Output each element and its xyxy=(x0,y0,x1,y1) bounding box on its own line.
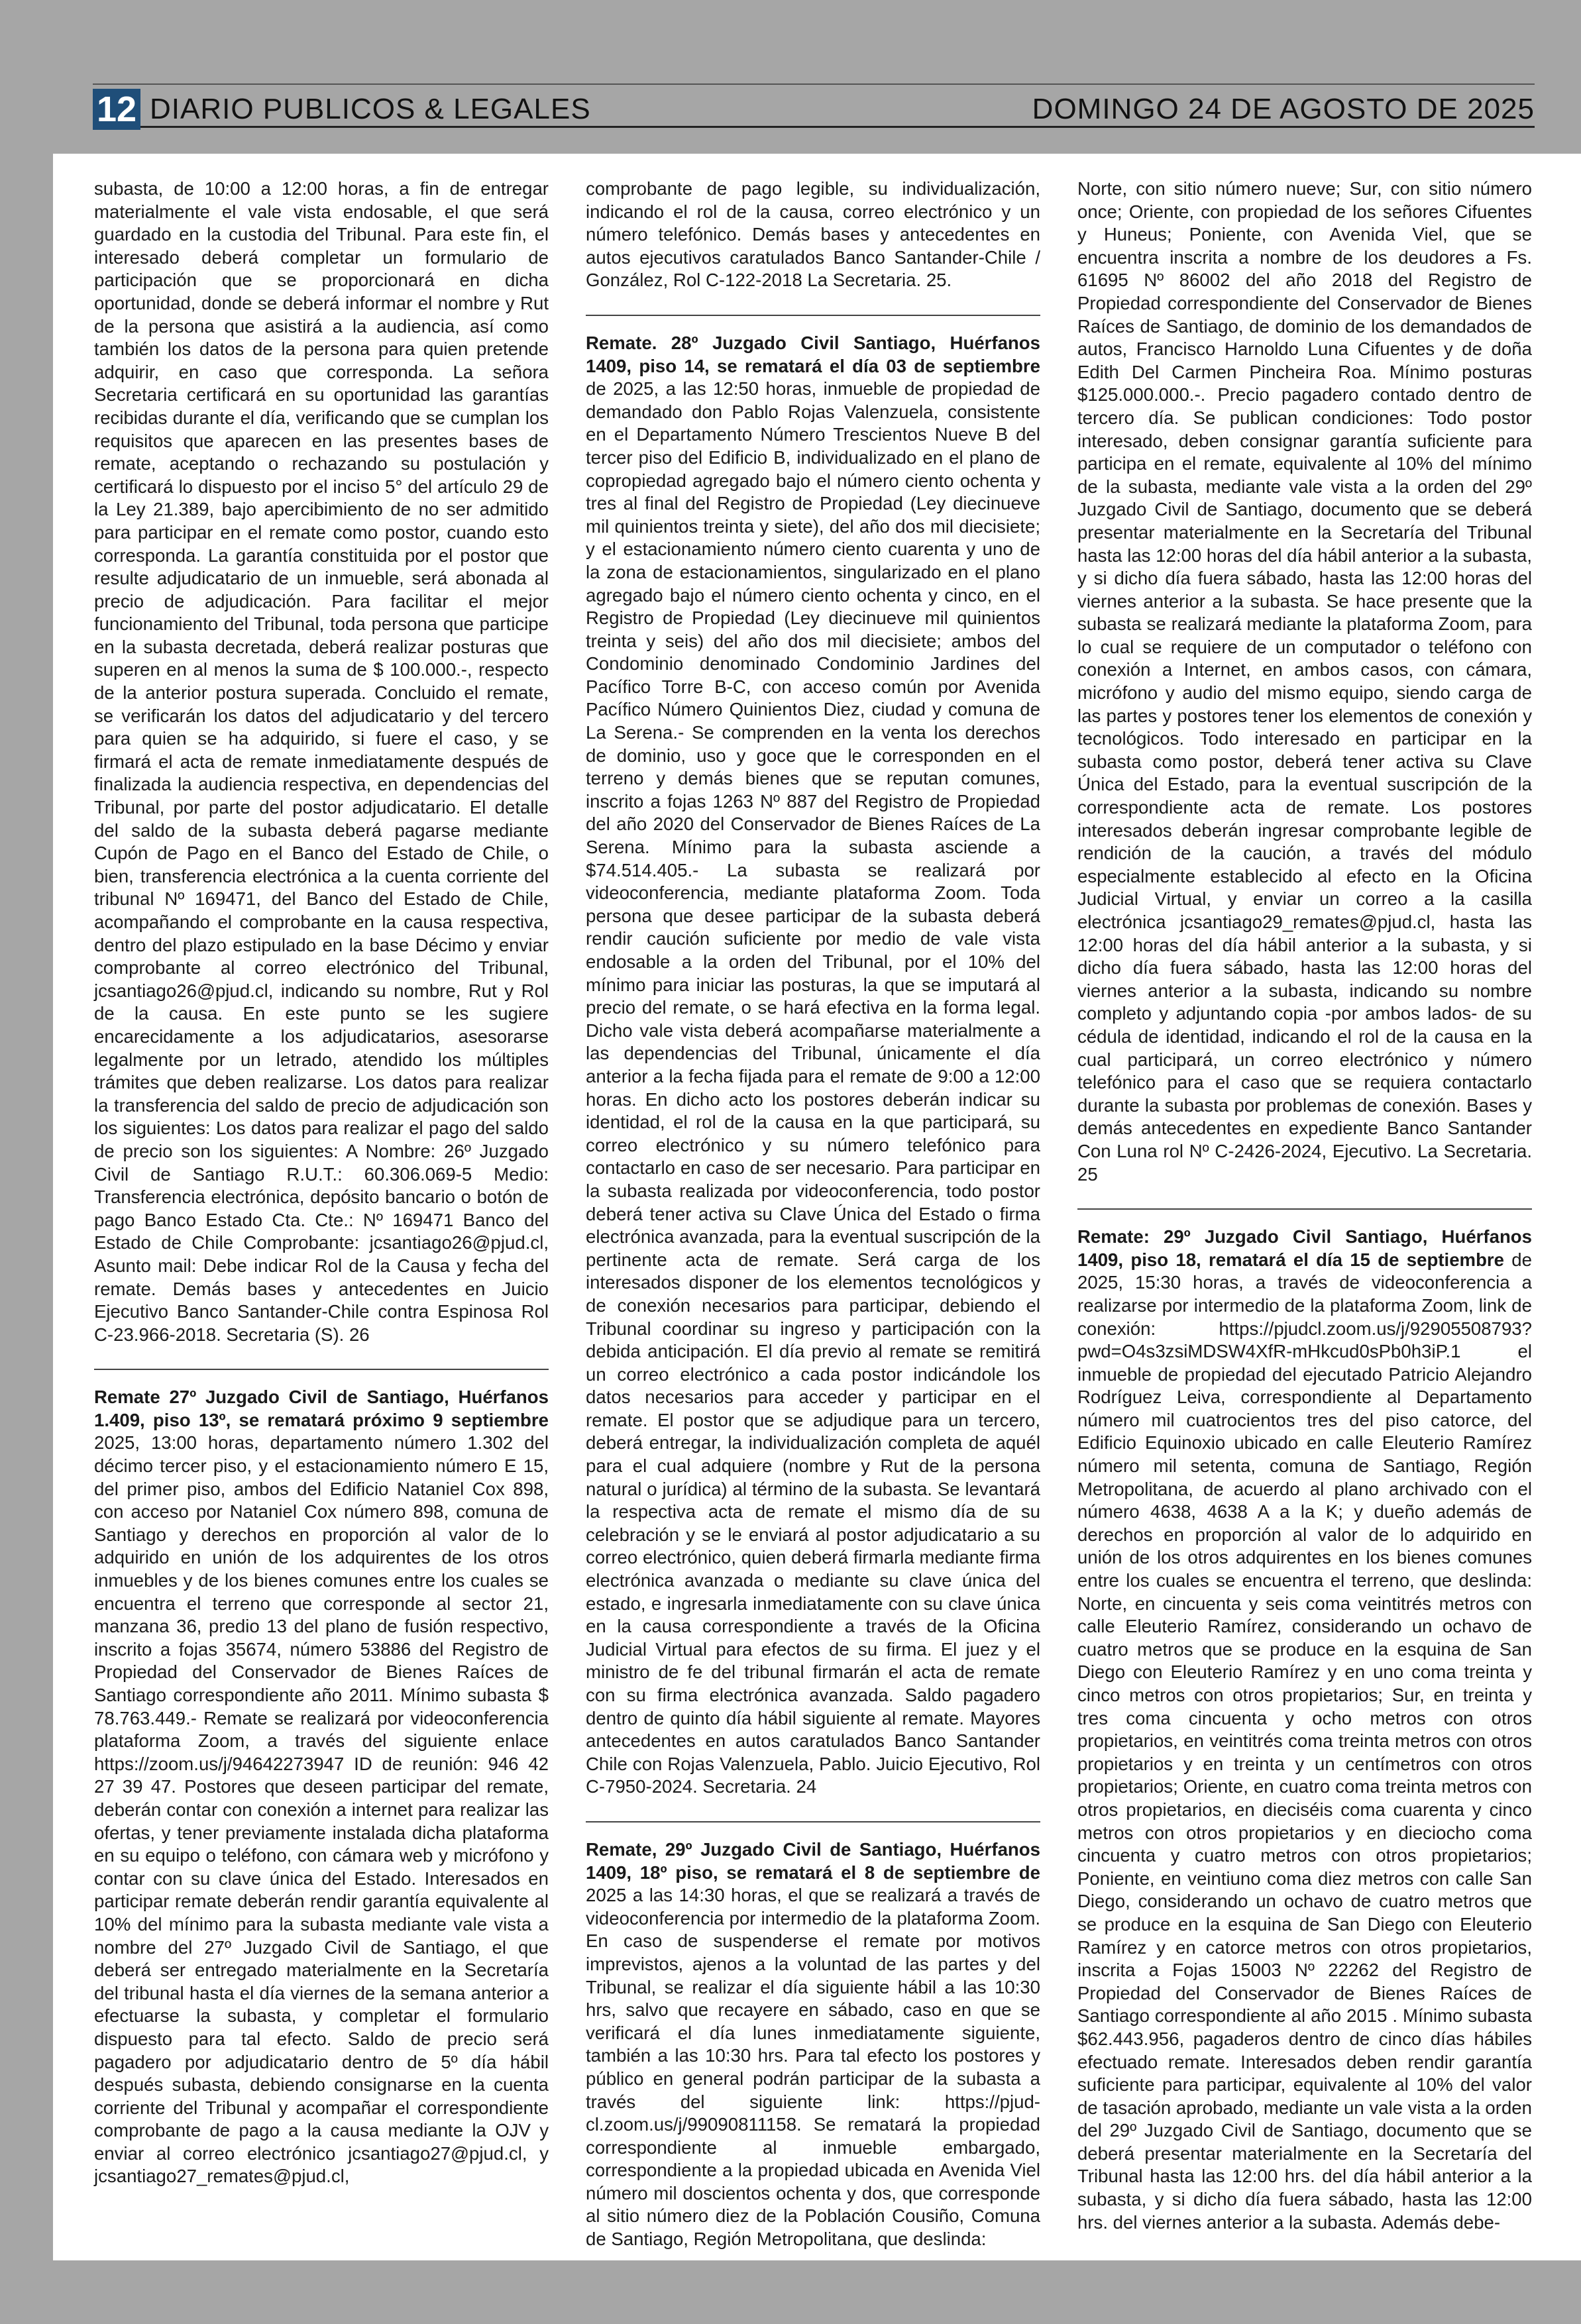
notice-heading: Remate: 29º Juzgado Civil Santiago, Huérfanos 1409, piso 18, rematará el día 15 de septiembre xyxy=(1077,1226,1532,1270)
notice-divider xyxy=(1077,1208,1532,1210)
notice-heading: Remate, 29º Juzgado Civil de Santiago, Huérfanos 1409, 18º piso, se rematará el 8 de septiembre de xyxy=(586,1838,1040,1883)
notice-heading: Remate 27º Juzgado Civil de Santiago, Huérfanos 1.409, piso 13º, se rematará próximo 9 septiembre xyxy=(94,1387,549,1430)
notice-heading: Remate. 28º Juzgado Civil Santiago, Huérfanos 1409, piso 14, se rematará el día 03 de septiembre xyxy=(586,332,1040,376)
column-3 xyxy=(1077,178,1532,2256)
notice-divider xyxy=(586,315,1040,316)
notice-remate-29b xyxy=(1077,1226,1532,2234)
notice-remate-29a xyxy=(586,1838,1040,2251)
notice-continuation: subasta, de 10:00 a 12:00 horas, a fin de entregar materialmente el vale vista endosable, el que será guardado en la custodia del Tribunal. Para este fin, el interesado deberá completar un formulario de participación que se proporcionará en dicha oportunidad, donde se deberá informar el nombre y Rut de la persona que asistirá a la audiencia, así como también los datos de la persona para quien pretende adquirir, en caso que corresponda. La señora Secretaria certificará en su oportunidad las garantías recibidas durante el día, verificando que se cumplan los requisitos que aparecen en las presentes bases de remate, aceptando o rechazando su postulación y certificará lo dispuesto por el inciso 5° del artículo 29 de la Ley 21.389, bajo apercibimiento de no ser admitido para participar en el remate como postor, cuando esto corresponda. La garantía constituida por el postor que resulte adjudicatario de un inmueble, será abonada al precio de adjudicación. Para facilitar el mejor funcionamiento del Tribunal, toda persona que participe en la subasta decretada, deberá realizar posturas que superen en al menos la suma de $ 100.000.-, respecto de la anterior postura superada. Concluido el remate, se verificarán los datos del adjudicatario y del tercero para quien se ha adquirido, si fuere el caso, y se firmará el acta de remate inmediatamente después de finalizada la audiencia respectiva, en dependencias del Tribunal, por parte del postor adjudicatario. El detalle del saldo de la subasta deberá pagarse mediante Cupón de Pago en el Banco del Estado de Chile, o bien, transferencia electrónica a la cuenta corriente del tribunal Nº 169471, del Banco del Estado de Chile, acompañando el comprobante en la causa respectiva, dentro del plazo estipulado en la base Décimo y enviar comprobante al correo electrónico del Tribunal, jcsantiago26@pjud.cl, indicando su nombre, Rut y Rol de la causa. En este punto se les sugiere encarecidamente a los adjudicatarios, asesorarse legalmente por un letrado, atendido los múltiples trámites que deben realizarse. Los datos para realizar la transferencia del saldo de precio de adjudicación son los siguientes: Los datos para realizar el pago del saldo de precio son los siguientes: A Nombre: 26º Juzgado Civil de Santiago R.U.T.: 60.306.069-5 Medio: Transferencia electrónica, depósito bancario o botón de pago Banco Estado Cta. Cte.: Nº 169471 Banco del Estado de Chile Comprobante: jcsantiago26@pjud.cl, Asunto mail: Debe indicar Rol de la Causa y fecha del remate. Demás bases y antecedentes en Juicio Ejecutivo Banco Santander-Chile contra Espinosa Rol C-23.966-2018. Secretaria (S). 26 xyxy=(94,178,549,1345)
notice-continuation: Norte, con sitio número nueve; Sur, con sitio número once; Oriente, con propiedad de los señores Cifuentes y Huneus; Poniente, con Avenida Viel, que se encuentra inscrita a nombre de los deudores a Fs. 61695 Nº 86002 del año 2018 del Registro de Propiedad correspondiente del Conservador de Bienes Raíces de Santiago, de dominio de los demandados de autos, Francisco Harnoldo Luna Cifuentes y de doña Edith Del Carmen Pincheira Roa. Mínimo posturas $125.000.000.-. Precio pagadero contado dentro de tercero día. Se publican condiciones: Todo postor interesado, deben consignar garantía suficiente para participa en el remate, equivalente al 10% del mínimo de la subasta, mediante vale vista a la orden del 29º Juzgado Civil de Santiago, documento que se deberá presentar materialmente en la Secretaría del Tribunal hasta las 12:00 horas del día hábil anterior a la subasta, y si dicho día fuera sábado, hasta las 12:00 horas del viernes anterior a la subasta. Se hace presente que la subasta se realizará mediante la plataforma Zoom, para lo cual se requiere de un computador o teléfono con conexión a Internet, en ambos casos, con cámara, micrófono y audio del mismo equipo, siendo carga de las partes y postores tener los elementos de conexión y tecnológicos. Todo interesado en participar en la subasta como postor, deberá tener activa su Clave Única del Estado, para la eventual suscripción de la correspondiente acta de remate. Los postores interesados deberán ingresar comprobante legible de rendición de la caución, a través del módulo especialmente establecido al efecto en la Oficina Judicial Virtual, y enviar un correo a la casilla electrónica jcsantiago29_remates@pjud.cl, hasta las 12:00 horas del día hábil anterior a la subasta, y si dicho día fuera sábado, hasta las 12:00 horas del viernes anterior a la subasta, indicando su nombre completo y adjuntando copia -por ambos lados- de su cédula de identidad, indicando el rol de la causa en la cual participará, un correo electrónico y número telefónico para el caso que se requiera contactarlo durante la subasta por problemas de conexión. Bases y demás antecedentes en expediente Banco Santander Con Luna rol Nº C-2426-2024, Ejecutivo. La Secretaria. 25 xyxy=(1077,178,1532,1185)
newspaper-name: DIARIO PUBLICOS & LEGALES xyxy=(150,93,591,125)
notice-remate-28 xyxy=(586,332,1040,1799)
notice-body: 2025 a las 14:30 horas, el que se realizará a través de videoconferencia por intermedio de la plataforma Zoom. En caso de suspenderse el remate por motivos imprevistos, ajenos a la voluntad de las partes y del Tribunal, se realizar el día siguiente hábil a las 10:30 hrs, salvo que recayere en sábado, caso en que se verificará el día lunes inmediatamente siguiente, también a las 10:30 hrs. Para tal efecto los postores y público en general podrán participar de la subasta a través del siguiente link: https://pjud-cl.zoom.us/j/99090811158. Se rematará la propiedad correspondiente al inmueble embargado, correspondiente a la propiedad ubicada en Avenida Viel número mil doscientos ochenta y dos, que corresponde al sitio número diez de la Población Cousiño, Comuna de Santiago, Región Metropolitana, que deslinda: xyxy=(586,1885,1040,2250)
page-number: 12 xyxy=(93,89,140,130)
notice-divider xyxy=(586,1821,1040,1822)
issue-date: DOMINGO 24 DE AGOSTO DE 2025 xyxy=(1032,93,1535,125)
column-2 xyxy=(586,178,1040,2274)
notice-body: de 2025, 15:30 horas, a través de videoconferencia a realizarse por intermedio de la plataforma Zoom, link de conexión: https://pjudcl.zoom.us/j/92905508793?pwd=O4s3zsiMDSW4XfR-mHkcud0sPb0h3iP.1 el inmueble de propiedad del ejecutado Patricio Alejandro Rodríguez Leiva, correspondiente al Departamento número mil cuatrocientos tres del piso catorce, del Edificio Equinoxio ubicado en calle Eleuterio Ramírez número mil setenta, comuna de Santiago, Región Metropolitana, de acuerdo al plano archivado con el número 4638, 4638 A a la K; y dueño además de derechos en proporción al valor de lo adquirido en unión de los otros adquirentes en los bienes comunes entre los cuales se encuentra el terreno, que deslinda: Norte, en cincuenta y seis coma veintitrés metros con calle Eleuterio Ramírez, considerando un ochavo de cuatro metros que se produce en la esquina de San Diego con Eleuterio Ramírez y en uno coma treinta y cinco metros con otros propietarios; Sur, en treinta y tres coma cincuenta y ocho metros con otros propietarios, en veintitrés coma treinta metros con otros propietarios y en treinta y un centímetros con otros propietarios; Oriente, en cuatro coma treinta metros con otros propietarios, en dieciséis coma cuarenta y cinco metros con otros propietarios y en dieciocho coma cincuenta y cuatro metros con otros propietarios; Poniente, en veintiuno coma diez metros con calle San Diego, considerando un ochavo de cuatro metros que se produce en la esquina de San Diego con Eleuterio Ramírez y en catorce metros con otros propietarios, inscrita a Fojas 15003 Nº 22262 del Registro de Propiedad del Conservador de Bienes Raíces de Santiago correspondiente al año 2015 . Mínimo subasta $62.443.956, pagaderos dentro de cinco días hábiles efectuado remate. Interesados deben rendir garantía suficiente para participar, equivalente al 10% del valor de tasación aprobado, mediante un vale vista a la orden del 29º Juzgado Civil de Santiago, documento que se deberá presentar materialmente en la Secretaría del Tribunal hasta las 12:00 hrs. del día hábil anterior a la subasta, y si dicho día fuera sábado, hasta las 12:00 hrs. del viernes anterior a la subasta. Además debe- xyxy=(1077,1249,1532,2233)
page-header xyxy=(93,85,1535,128)
notice-remate-27 xyxy=(94,1386,549,2188)
notice-body: 2025, 13:00 horas, departamento número 1.302 del décimo tercer piso, y el estacionamiento número E 15, del primer piso, ambos del Edificio Nataniel Cox 898, con acceso por Nataniel Cox número 898, comuna de Santiago y derechos en proporción al valor de lo adquirido en unión de los adquirentes de los otros inmuebles y de los bienes comunes entre los cuales se encuentra el terreno que corresponde al sector 21, manzana 36, predio 13 del plano de fusión respectivo, inscrito a fojas 35674, número 53886 del Registro de Propiedad del Conservador de Bienes Raíces de Santiago correspondiente año 2011. Mínimo subasta $ 78.763.449.- Remate se realizará por videoconferencia plataforma Zoom, a través del siguiente enlace https://zoom.us/j/94642273947 ID de reunión: 946 42 27 39 47. Postores que deseen participar del remate, deberán contar con conexión a internet para realizar las ofertas, y tener previamente instalada dicha plataforma en su equipo o teléfono, con cámara web y micrófono y contar con su clave única del Estado. Interesados en participar remate deberán rendir garantía equivalente al 10% del mínimo para la subasta mediante vale vista a nombre del 27º Juzgado Civil de Santiago, el que deberá ser entregado materialmente en la Secretaría del tribunal hasta el día viernes de la semana anterior a efectuarse la subasta, y completar el formulario dispuesto para tal efecto. Saldo de precio será pagadero por adjudicatario dentro de 5º día hábil después subasta, debiendo consignarse en la cuenta corriente del Tribunal y acompañar el correspondiente comprobante de pago a la causa mediante la OJV y enviar al correo electrónico jcsantiago27@pjud.cl, y jcsantiago27_remates@pjud.cl, xyxy=(94,1432,549,2187)
notice-body: de 2025, a las 12:50 horas, inmueble de propiedad de demandado don Pablo Rojas Valenzuela, consistente en el Departamento Número Trescientos Nueve B del tercer piso del Edificio B, individualizado en el plano de copropiedad agregado bajo el número ciento ochenta y tres al final del Registro de Propiedad (Ley diecinueve mil quinientos treinta y siete), del año dos mil diecisiete; y el estacionamiento número ciento cuarenta y uno de la zona de estacionamientos, singularizado en el plano agregado bajo el número ciento ochenta y cinco, en el Registro de Propiedad (Ley diecinueve mil quinientos treinta y seis) del año dos mil diecisiete; ambos del Condominio denominado Condominio Jardines del Pacífico Torre B-C, con acceso común por Avenida Pacífico Número Quinientos Diez, ciudad y comuna de La Serena.- Se comprenden en la venta los derechos de dominio, uso y goce que le corresponden en el terreno y demás bienes que se reputan comunes, inscrito a fojas 1263 Nº 887 del Registro de Propiedad del año 2020 del Conservador de Bienes Raíces de La Serena. Mínimo para la subasta asciende a $74.514.405.- La subasta se realizará por videoconferencia, mediante plataforma Zoom. Toda persona que desee participar de la subasta deberá rendir caución suficiente por medio de vale vista endosable a la orden del Tribunal, por el 10% del mínimo para iniciar las posturas, la que se imputará al precio del remate, o se hará efectiva en la forma legal. Dicho vale vista deberá acompañarse materialmente a las dependencias del Tribunal, únicamente el día anterior a la fecha fijada para el remate de 9:00 a 12:00 horas. En dicho acto los postores deberán indicar su identidad, el rol de la causa en la que participará, su correo electrónico y su número telefónico para contactarlo en caso de ser necesario. Para participar en la subasta realizada por videoconferencia, todo postor deberá tener activa su Clave Única del Estado o firma electrónica avanzada, para la eventual suscripción de la pertinente acta de remate. Será carga de los interesados disponer de los elementos tecnológicos y de conexión necesarios para participar, debiendo el Tribunal coordinar su ingreso y participación con la debida anticipación. El día previo al remate se remitirá un correo electrónico a cada postor indicándole los datos necesarios para acceder y participar en el remate. El postor que se adjudique para un tercero, deberá entregar, la individualización completa de aquél para el cual adquiere (nombre y Rut de la persona natural o jurídica) al término de la subasta. Se levantará la respectiva acta de remate el mismo día de su celebración y se le enviará al postor adjudicatario a su correo electrónico, quien deberá firmarla mediante firma electrónica avanzada o mediante su clave única del estado, e ingresarla inmediatamente con su clave única en la causa correspondiente a través de la Oficina Judicial Virtual para efectos de su firma. El juez y el ministro de fe del tribunal firmarán el acta de remate con su firma electrónica avanzada. Saldo pagadero dentro de quinto día hábil siguiente al remate. Mayores antecedentes en autos caratulados Banco Santander Chile con Rojas Valenzuela, Pablo. Juicio Ejecutivo, Rol C-7950-2024. Secretaria. 24 xyxy=(586,378,1040,1797)
notice-divider xyxy=(94,1369,549,1370)
notice-continuation: comprobante de pago legible, su individualización, indicando el rol de la causa, correo electrónico y un número telefónico. Demás bases y antecedentes en autos ejecutivos caratulados Banco Santander-Chile / González, Rol C-122-2018 La Secretaria. 25. xyxy=(586,178,1040,291)
newspaper-page xyxy=(53,154,1581,2260)
column-1 xyxy=(94,178,549,2211)
